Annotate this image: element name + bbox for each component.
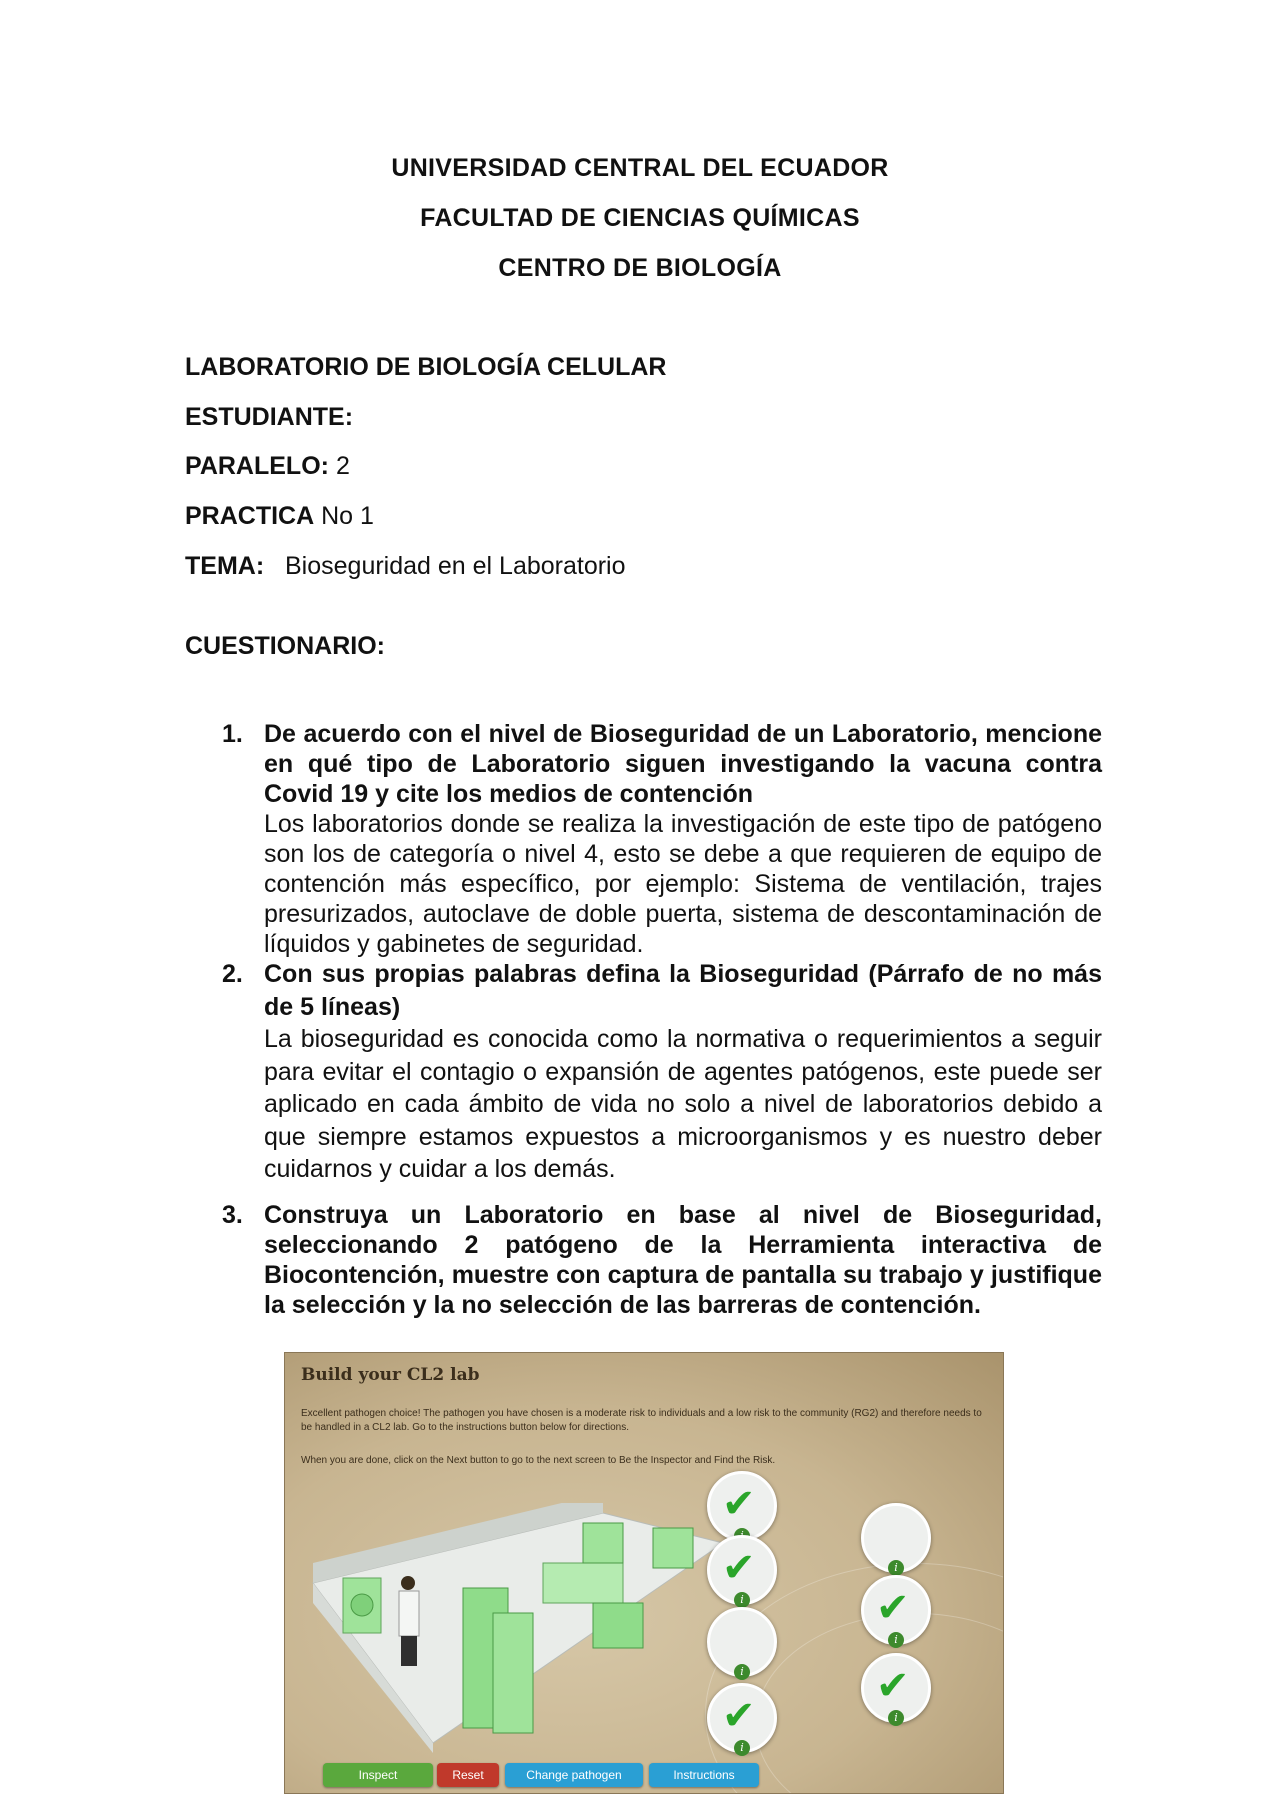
question-number: 3. [222, 1201, 243, 1229]
question-2 [222, 958, 1102, 1186]
instructions-button[interactable]: Instructions [649, 1763, 759, 1787]
containment-option[interactable] [707, 1471, 777, 1541]
question-answer: La bioseguridad es conocida como la normativa o requerimientos a seguir para evitar el contagio o expansión de agentes patógenos, este puede ser aplicado en cada ámbito de vida no solo a nivel de laboratorios debido a que siempre estamos expuestos a microorganismos y es nuestro deber cuidarnos y cuidar a los demás. [264, 1025, 1102, 1183]
question-title: Con sus propias palabras defina la Bioseguridad (Párrafo de no más de 5 líneas) [264, 960, 1102, 1021]
question-title: De acuerdo con el nivel de Bioseguridad de un Laboratorio, mencione en qué tipo de Laboratorio siguen investigando la vacuna contra Covid 19 y cite los medios de contención [264, 720, 1102, 808]
cuestionario-heading: CUESTIONARIO: [185, 632, 385, 660]
bench [543, 1563, 623, 1603]
change-pathogen-button[interactable]: Change pathogen [505, 1763, 643, 1787]
practica-field: PRACTICA No 1 [185, 502, 374, 530]
lab-name: LABORATORIO DE BIOLOGÍA CELULAR [185, 353, 667, 381]
paralelo-value: 2 [335, 452, 350, 480]
info-icon[interactable]: i [734, 1664, 750, 1680]
scientist-legs [401, 1636, 417, 1666]
scientist-body [399, 1591, 419, 1636]
safety-cabinet-2 [653, 1528, 693, 1568]
faculty-title: FACULTAD DE CIENCIAS QUÍMICAS [420, 204, 860, 232]
sink-unit [593, 1603, 643, 1648]
info-icon[interactable]: i [734, 1592, 750, 1608]
containment-option[interactable] [707, 1683, 777, 1753]
containment-option[interactable] [707, 1535, 777, 1605]
question-number: 1. [222, 720, 243, 748]
check-icon: ✔ [722, 1481, 756, 1527]
info-icon[interactable]: i [888, 1710, 904, 1726]
tema-value: Bioseguridad en el Laboratorio [285, 552, 626, 580]
containment-option[interactable] [861, 1503, 931, 1573]
question-3 [222, 1200, 1102, 1320]
paralelo-field: PARALELO: 2 [185, 452, 350, 480]
containment-option[interactable] [861, 1653, 931, 1723]
biocontainment-screenshot [284, 1352, 1004, 1794]
question-title: Construya un Laboratorio en base al nivel de Bioseguridad, seleccionando 2 patógeno de la Herramienta interactiva de Biocontención, muestre con captura de pantalla su trabajo y justifique la selección y la no selección de las barreras de contención. [264, 1201, 1102, 1319]
center-title: CENTRO DE BIOLOGÍA [498, 254, 782, 282]
question-1 [222, 719, 1102, 959]
university-title: UNIVERSIDAD CENTRAL DEL ECUADOR [391, 154, 889, 182]
lab-illustration [303, 1503, 733, 1753]
info-icon[interactable]: i [734, 1740, 750, 1756]
check-icon: ✔ [876, 1663, 910, 1709]
reset-button[interactable]: Reset [437, 1763, 499, 1787]
check-icon: ✔ [722, 1545, 756, 1591]
safety-cabinet [583, 1523, 623, 1563]
scientist-head [401, 1576, 415, 1590]
screenshot-instruction: When you are done, click on the Next button to go to the next screen to Be the Inspector and Find the Risk. [301, 1455, 776, 1466]
info-icon[interactable]: i [888, 1560, 904, 1576]
autoclave-door [351, 1594, 373, 1616]
tema-field: TEMA: Bioseguridad en el Laboratorio [185, 552, 626, 580]
question-number: 2. [222, 960, 243, 988]
lab-door-2 [493, 1613, 533, 1733]
screenshot-title: Build your CL2 lab [301, 1365, 480, 1385]
info-icon[interactable]: i [888, 1632, 904, 1648]
student-field: ESTUDIANTE: [185, 403, 354, 431]
screenshot-text: Excellent pathogen choice! The pathogen you have chosen is a moderate risk to individuals and a low risk to the community (RG2) and therefore needs to be handled in a CL2 lab. Go to the instructions button below for directions. [301, 1408, 982, 1433]
practica-value: No 1 [321, 502, 374, 530]
check-icon: ✔ [722, 1693, 756, 1739]
inspect-button[interactable]: Inspect [323, 1763, 433, 1787]
containment-option[interactable] [861, 1575, 931, 1645]
question-answer: Los laboratorios donde se realiza la investigación de este tipo de patógeno son los de categoría o nivel 4, esto se debe a que requieren de equipo de contención más específico, por ejemplo: Sistema de ventilación, trajes presurizados, autoclave de doble puerta, sistema de descontaminación de líquidos y gabinetes de seguridad. [264, 810, 1102, 958]
containment-option[interactable] [707, 1607, 777, 1677]
check-icon: ✔ [876, 1585, 910, 1631]
